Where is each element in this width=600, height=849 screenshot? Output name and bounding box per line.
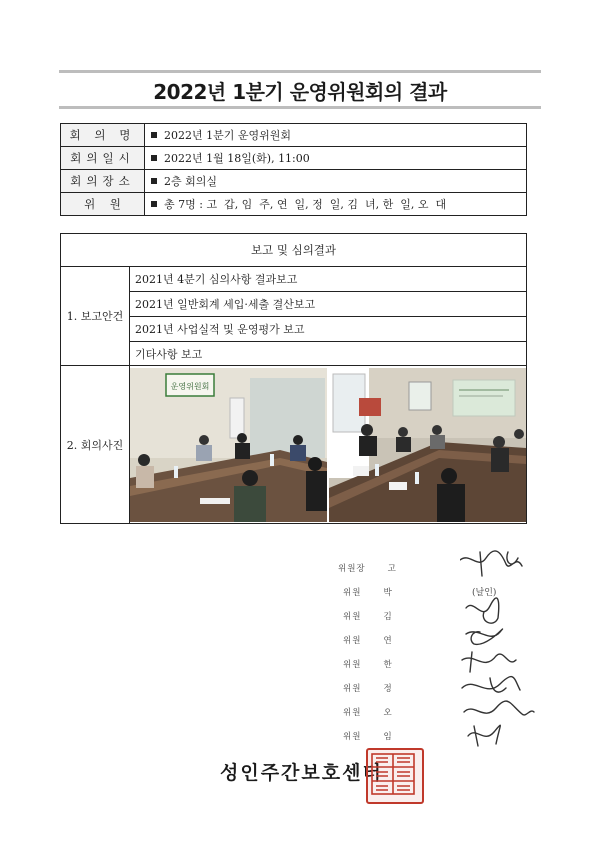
info-value: 2022년 1월 18일(화), 11:00 <box>164 152 310 165</box>
report-agenda-label: 1. 보고안건 <box>61 267 130 365</box>
signature-name: 임 <box>383 732 393 742</box>
meeting-photos-section <box>61 366 526 523</box>
signature-name: 김 <box>383 612 393 622</box>
title-rule <box>59 106 541 109</box>
signature-line <box>343 586 393 598</box>
agenda-item: 기타사항 보고 <box>135 348 203 361</box>
signature-name: 고 <box>387 564 397 574</box>
top-rule <box>59 70 541 73</box>
info-row-members <box>61 193 526 215</box>
signature-line <box>343 730 393 742</box>
signature-name: 박 <box>383 588 393 598</box>
signature-name: 정 <box>383 684 393 694</box>
meeting-photo-right <box>329 368 526 524</box>
agenda-item: 2021년 4분기 심의사항 결과보고 <box>130 267 526 292</box>
square-bullet-icon <box>151 178 157 184</box>
signature-role: 위원 <box>343 732 362 742</box>
info-label: 회의장소 <box>61 170 145 192</box>
photo-banner-text: 운영위원회 <box>170 382 210 391</box>
signature-name: 오 <box>383 708 393 718</box>
info-value: 2022년 1분기 운영위원회 <box>164 129 291 142</box>
official-seal-icon <box>366 748 424 804</box>
meeting-photo-left-image <box>130 368 327 522</box>
document-title: 2022년 1분기 운영위원회의 결과 <box>153 80 447 104</box>
signature-line <box>343 610 393 622</box>
info-row-datetime <box>61 147 526 170</box>
info-label: 위 원 <box>61 193 145 215</box>
meeting-photo-right-image <box>329 368 526 522</box>
info-value: 2층 회의실 <box>164 175 217 188</box>
meeting-info-table <box>60 123 527 216</box>
signature-name: 연 <box>383 636 393 646</box>
signature-line <box>343 634 393 646</box>
signature-role: 위원 <box>343 612 362 622</box>
signature-role: 위원 <box>343 588 362 598</box>
signature-role: 위원 <box>343 660 362 670</box>
handwritten-signatures <box>460 548 540 748</box>
signature-line <box>343 658 393 670</box>
info-row-name <box>61 124 526 147</box>
signature-role: 위원장 <box>338 564 366 574</box>
report-agenda-section <box>61 267 526 366</box>
info-value: 총 7명 : 고 갑, 임 주, 연 일, 정 일, 김 녀, 한 일, 오 대 <box>164 198 447 211</box>
seal-note: (날인) <box>472 588 497 598</box>
signature-line <box>343 682 393 694</box>
info-label: 회의일시 <box>61 147 145 169</box>
info-row-place <box>61 170 526 193</box>
meeting-photo-left <box>130 368 327 524</box>
organization-name: 성인주간보호센터 <box>220 762 383 784</box>
meeting-photos-label: 2. 회의사진 <box>61 366 130 523</box>
info-label: 회 의 명 <box>61 124 145 146</box>
results-table <box>60 233 527 524</box>
square-bullet-icon <box>151 155 157 161</box>
seal-pattern-icon <box>368 750 418 798</box>
signature-role: 위원 <box>343 708 362 718</box>
signature-role: 위원 <box>343 684 362 694</box>
signature-line <box>338 562 397 574</box>
signature-name: 한 <box>383 660 393 670</box>
square-bullet-icon <box>151 201 157 207</box>
signature-line <box>343 706 393 718</box>
agenda-item: 2021년 일반회계 세입·세출 결산보고 <box>130 292 526 317</box>
square-bullet-icon <box>151 132 157 138</box>
agenda-item: 2021년 사업실적 및 운영평가 보고 <box>130 317 526 342</box>
results-header: 보고 및 심의결과 <box>61 234 526 267</box>
signature-role: 위원 <box>343 636 362 646</box>
